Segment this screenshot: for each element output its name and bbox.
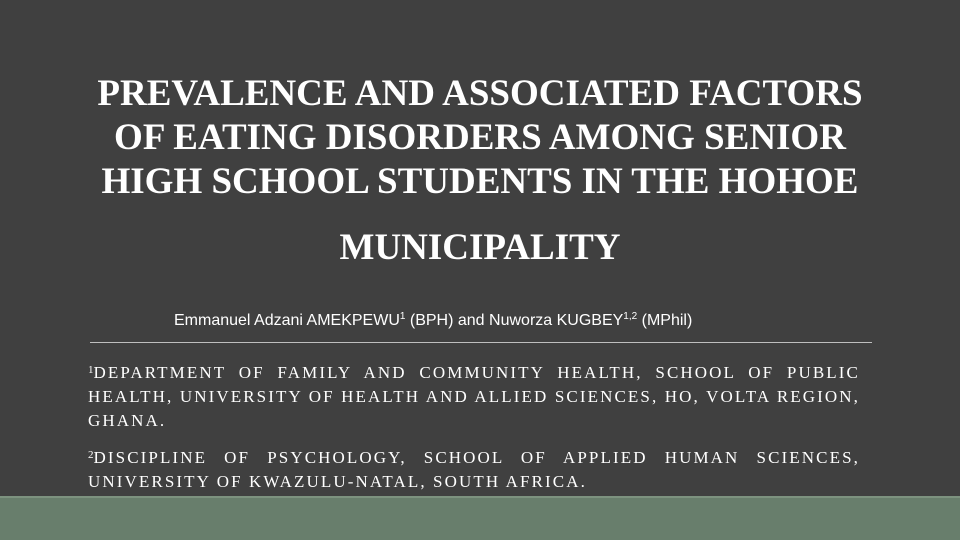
footer-band — [0, 496, 960, 540]
affiliation-2-marker: 2 — [88, 449, 94, 461]
affiliation-2 — [88, 446, 860, 494]
author-2-superscript: 1,2 — [623, 311, 638, 322]
footer-band-edge — [0, 496, 960, 498]
slide-title — [40, 72, 920, 204]
title-line-4: MUNICIPALITY — [339, 227, 621, 268]
affiliation-1 — [88, 361, 860, 433]
title-line-1: PREVALENCE AND ASSOCIATED FACTORS — [97, 73, 863, 114]
affiliation-1-text: DEPARTMENT OF FAMILY AND COMMUNITY HEALTH, SCHOOL OF PUBLIC HEALTH, UNIVERSITY OF HEALTH AND ALLIED SCIENCES, HO, VOLTA REGION, GHANA. — [88, 363, 860, 430]
affiliation-2-text: DISCIPLINE OF PSYCHOLOGY, SCHOOL OF APPLIED HUMAN SCIENCES, UNIVERSITY OF KWAZULU-NATAL, SOUTH AFRICA. — [88, 448, 860, 491]
author-2-degree: (MPhil) — [637, 312, 693, 329]
affiliation-1-marker: 1 — [88, 364, 94, 376]
authors-line — [174, 312, 692, 330]
author-1-name: Emmanuel Adzani AMEKPEWU — [174, 312, 400, 329]
author-1-superscript: 1 — [399, 311, 406, 322]
divider-line — [90, 342, 872, 343]
author-2-name: Nuworza KUGBEY — [489, 312, 624, 329]
author-1-degree: (BPH) and — [405, 312, 490, 329]
title-line-3: HIGH SCHOOL STUDENTS IN THE HOHOE — [101, 161, 859, 202]
title-line-2: OF EATING DISORDERS AMONG SENIOR — [114, 117, 846, 158]
